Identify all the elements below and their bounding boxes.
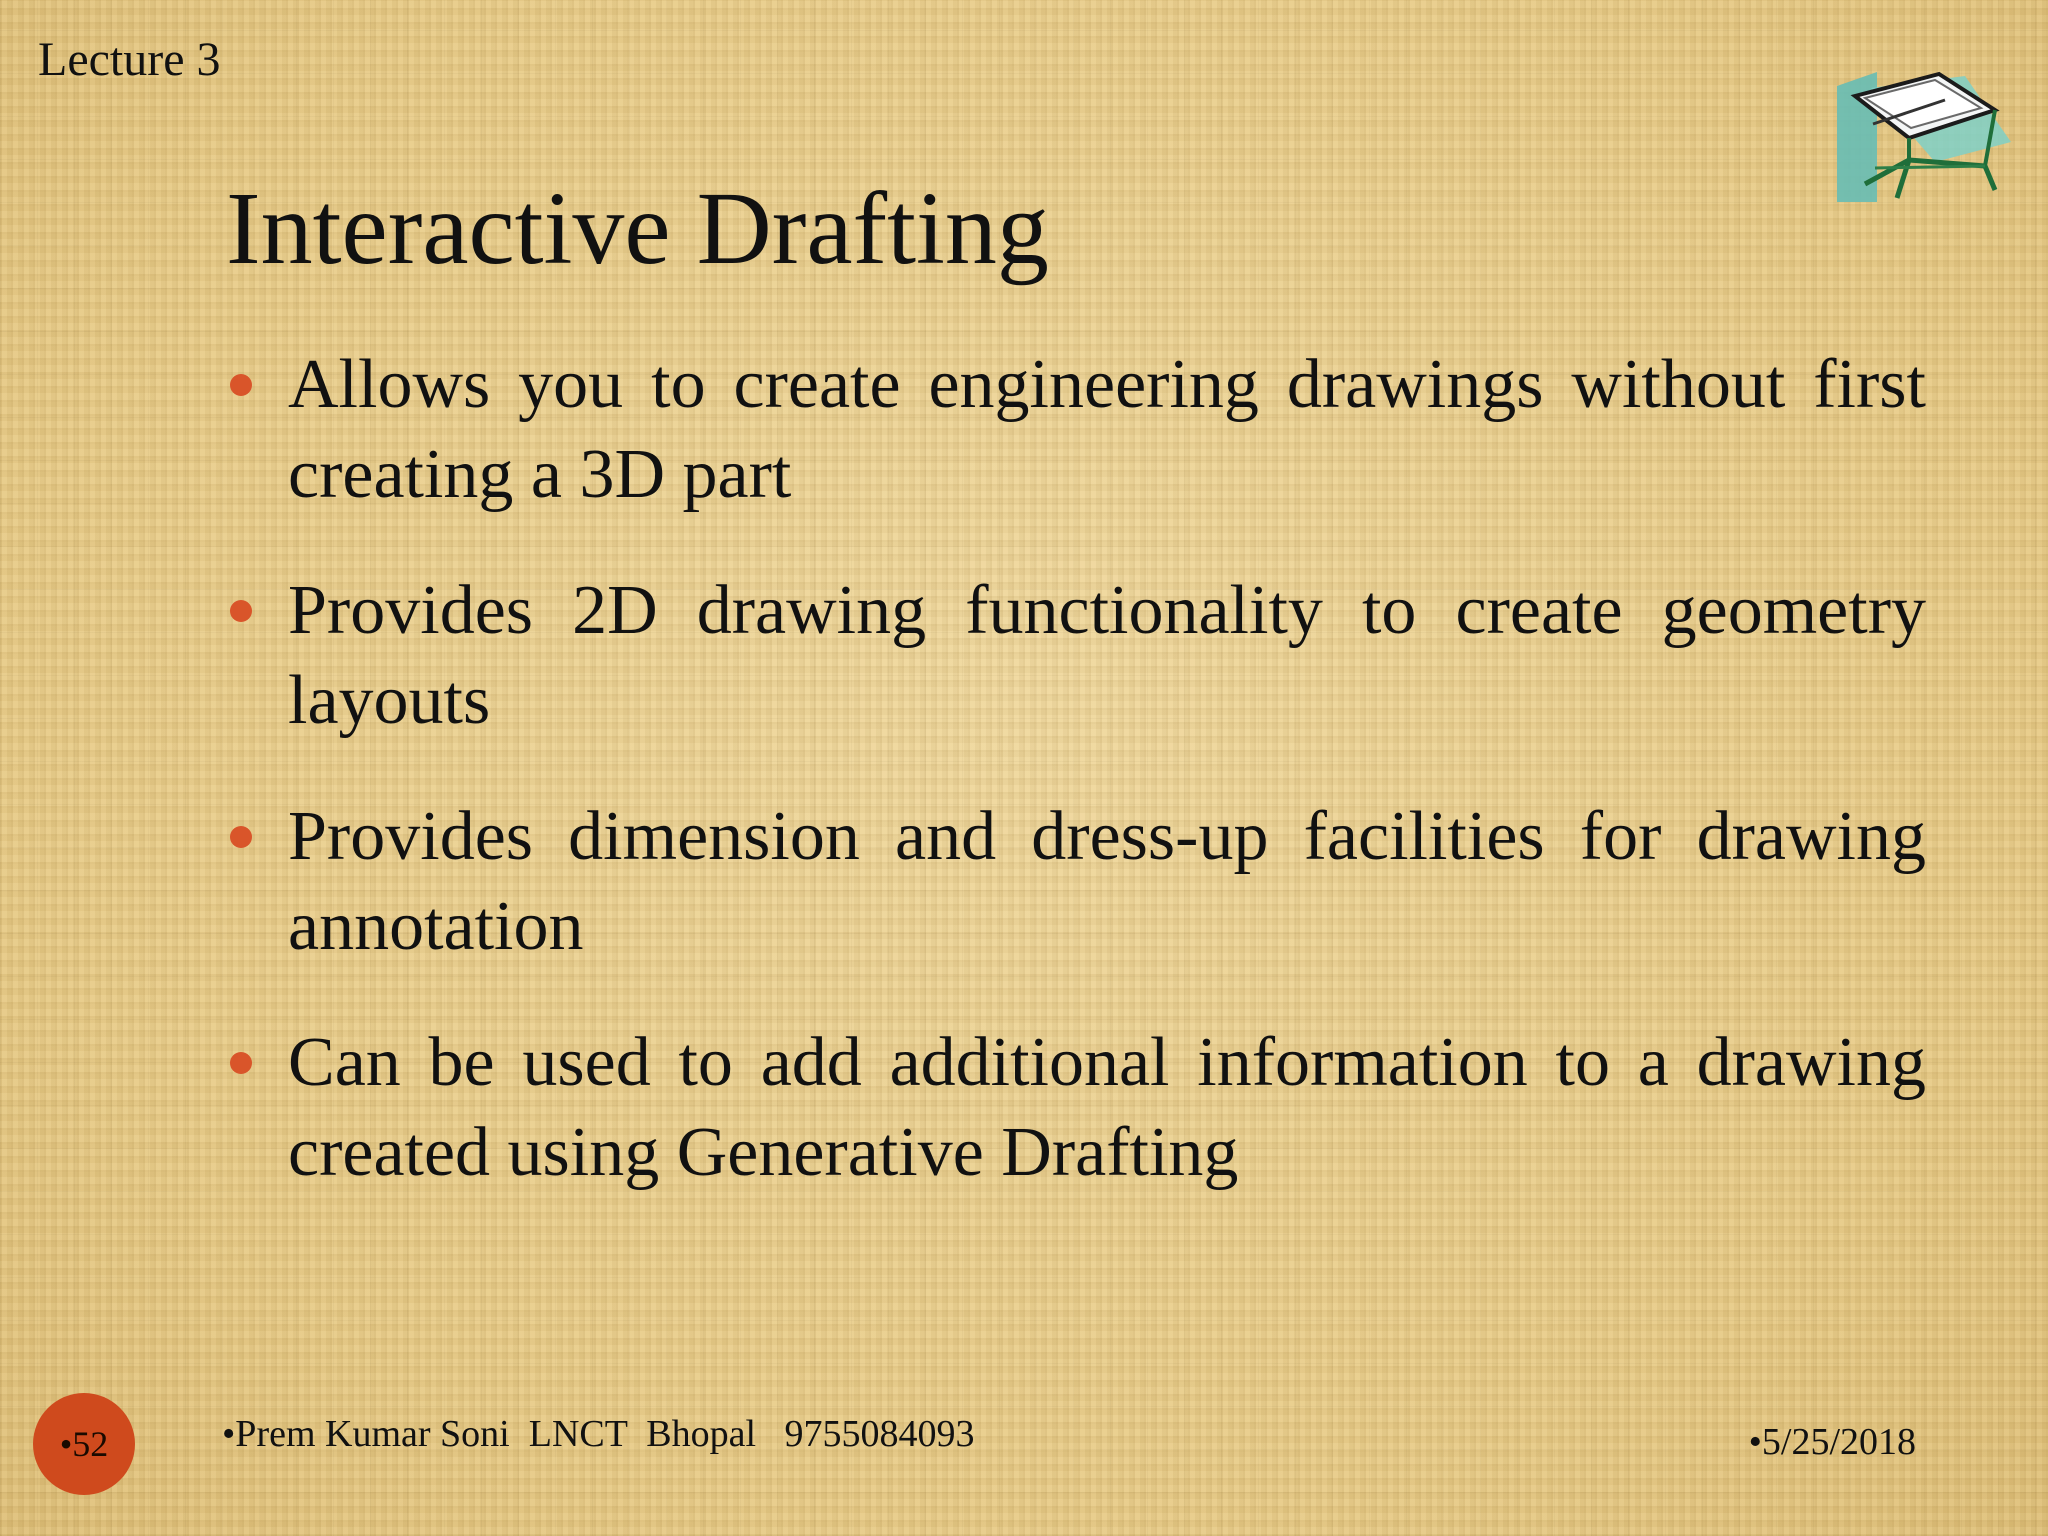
page-number-badge: •52 bbox=[33, 1393, 135, 1495]
bullet-text: Can be used to add additional information to a drawing created using Generative Drafting bbox=[288, 1024, 1926, 1191]
bullet-item bbox=[226, 792, 1926, 972]
bullet-text: Allows you to create engineering drawings without first creating a 3D part bbox=[288, 346, 1926, 513]
slide-title: Interactive Drafting bbox=[226, 171, 1049, 286]
footer-date: •5/25/2018 bbox=[1748, 1421, 1916, 1463]
bullet-text: Provides dimension and dress-up facilities for drawing annotation bbox=[288, 798, 1926, 965]
bullet-item bbox=[226, 566, 1926, 746]
bullet-text: Provides 2D drawing functionality to create geometry layouts bbox=[288, 572, 1926, 739]
footer-author: •Prem Kumar Soni LNCT Bhopal 9755084093 bbox=[222, 1413, 975, 1455]
lecture-label: Lecture 3 bbox=[38, 33, 221, 86]
bullet-item bbox=[226, 340, 1926, 520]
bullet-icon bbox=[230, 1052, 252, 1074]
drafting-table-icon bbox=[1835, 66, 2015, 206]
bullet-icon bbox=[230, 374, 252, 396]
bullet-icon bbox=[230, 600, 252, 622]
bullet-list bbox=[226, 340, 1926, 1244]
bullet-item bbox=[226, 1018, 1926, 1198]
bullet-icon bbox=[230, 826, 252, 848]
